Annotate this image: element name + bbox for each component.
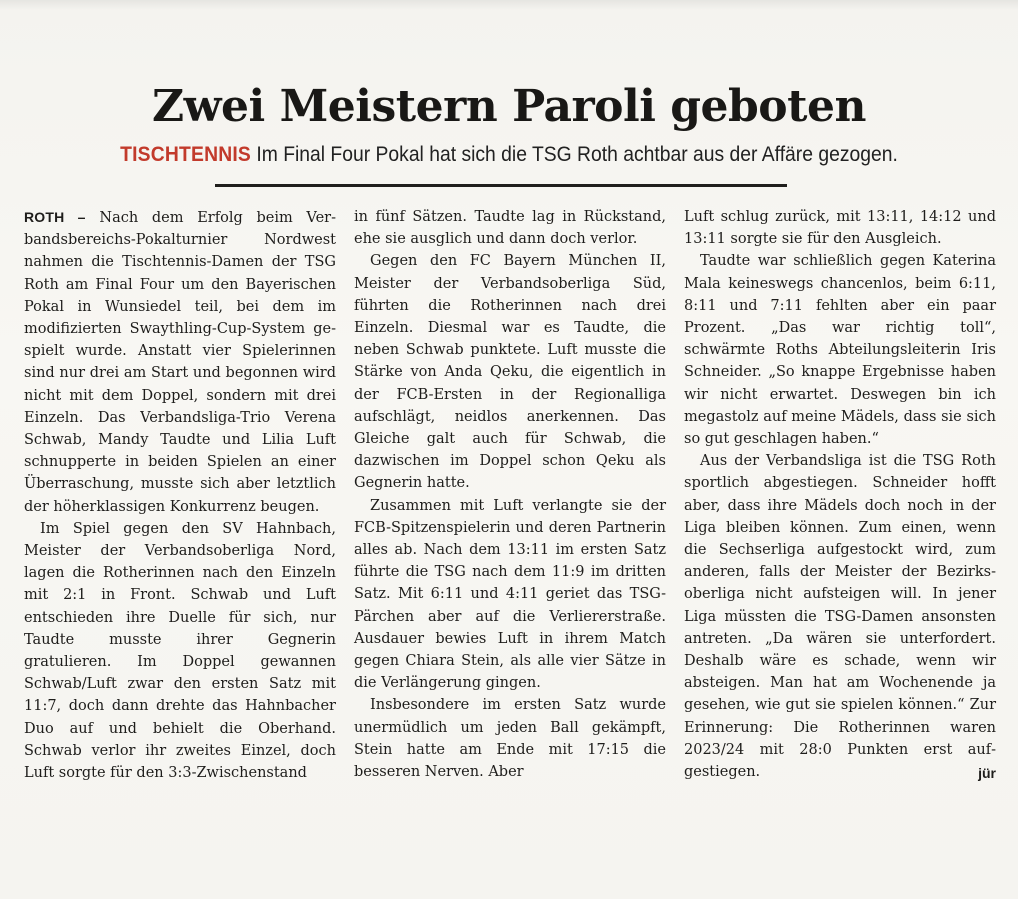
article-paragraph <box>24 206 336 518</box>
article-column-2 <box>354 206 666 783</box>
author-initials: jür <box>978 765 996 782</box>
section-kicker: TISCHTENNIS <box>120 143 251 166</box>
article-column-1 <box>24 206 336 784</box>
article-paragraph: Gegen den FC Bayern München II, Meister der Verbandsoberliga Süd, führten die Rotherinnen nach drei Einzeln. Diesmal war es Taudte, die neben Schwab punktete. Luft musste die Stärke von Anda Qeku, die eigentlich in der FCB-Ersten in der Regionalliga aufschlägt, neidlos anerkennen. Das Gleiche galt auch für Schwab, die dazwischen im Doppel schon Qeku als Gegnerin hatte. <box>354 253 666 492</box>
article-paragraph: in fünf Sätzen. Taudte lag in Rückstand, ehe sie ausglich und dann doch verlor. <box>354 209 666 248</box>
article-paragraph: Insbesondere im ersten Satz wurde unermüdlich um jeden Ball gekämpft, Stein hatte am Ende mit 17:15 die besseren Nerven. Aber <box>354 697 666 781</box>
article-paragraph: Zusammen mit Luft verlangte sie der FCB-Spitzenspielerin und deren Partnerin alles ab. Nach dem 13:11 im ersten Satz führte die TSG nach dem 11:9 im dritten Satz. Mit 6:11 und 4:11 geriet das TSG-Pärchen aber auf die Verliererstraße. Ausdauer bewies Luft in ihrem Match gegen Chiara Stein, als alle vier Sätze in die Verlängerung gingen. <box>354 497 666 692</box>
article-paragraph: Im Spiel gegen den SV Hahnbach, Meister der Verbandsoberliga Nord, lagen die Rotherinnen nach den Einzeln mit 2:1 in Front. Schwab und Luft entschieden ihre Duelle für sich, nur Taudte musste ihrer Gegnerin gratulieren. Im Doppel gewannen Schwab/Luft zwar den ersten Satz mit 11:7, doch dann drehte das Hahnbacher Duo auf und behielt die Oberhand. Schwab verlor ihr zweites Einzel, doch Luft sorgte für den 3:3-Zwischenstand <box>24 520 336 782</box>
article-paragraph: Aus der Verbandsliga ist die TSG Roth sportlich abgestiegen. Schneider hofft aber, dass ihre Mädels doch noch in der Liga bleiben können. Zum einen, wenn die Sechserliga aufgestockt wird, zum anderen, falls der Meister der Bezirksoberliga nicht aufsteigen will. In jener Liga müssten die TSG-Damen ansonsten antreten. „Da wären sie unterfordert. Deshalb wäre es schade, wenn wir absteigen. Man hat am Wochenende ja gesehen, wie gut sie spielen können.“ Zur Erinnerung: Die Rotherinnen waren 2023/24 mit 28:0 Punkten erst aufgestiegen. <box>684 453 996 781</box>
dateline: ROTH – <box>24 209 86 225</box>
page-edge-shadow <box>0 0 1018 10</box>
article-paragraph: Luft schlug zurück, mit 13:11, 14:12 und 13:11 sorgte sie für den Ausgleich. <box>684 209 996 248</box>
article-paragraph: Taudte war schließlich gegen Katerina Mala keineswegs chancenlos, beim 6:11, 8:11 und 7:11 fehlten aber ein paar Prozent. „Das war richtig toll“, schwärmte Roths Abteilungsleiterin Iris Schneider. „So knappe Ergebnisse haben wir nicht erwartet. Deswegen bin ich megastolz auf meine Mädels, dass sie sich so gut geschlagen haben.“ <box>684 253 996 448</box>
article-subheadline <box>41 141 978 169</box>
paragraph-text: Nach dem Erfolg beim Verbandsbereichs-Pokalturnier Nordwest nahmen die Tischtennis-Damen der TSG Roth am Final Four um den Bayerischen Pokal in Wunsiedel teil, bei dem im modifizierten Swaythling-Cup-System gespielt wurde. Anstatt vier Spielerinnen sind nur drei am Start und begonnen wird nicht mit dem Doppel, sondern mit drei Einzeln. Das Verbandsliga-Trio Verena Schwab, Mandy Taudte und Lilia Luft schnupperte in beiden Spielen an einer Überraschung, musste sich aber letztlich der höherklassigen Konkurrenz beugen. <box>24 210 336 515</box>
article-headline: Zwei Meistern Paroli geboten <box>152 81 866 133</box>
headline-divider <box>215 184 787 187</box>
article-column-3 <box>684 206 996 781</box>
subheadline-text: Im Final Four Pokal hat sich die TSG Roth achtbar aus der Affäre gezogen. <box>256 143 898 166</box>
